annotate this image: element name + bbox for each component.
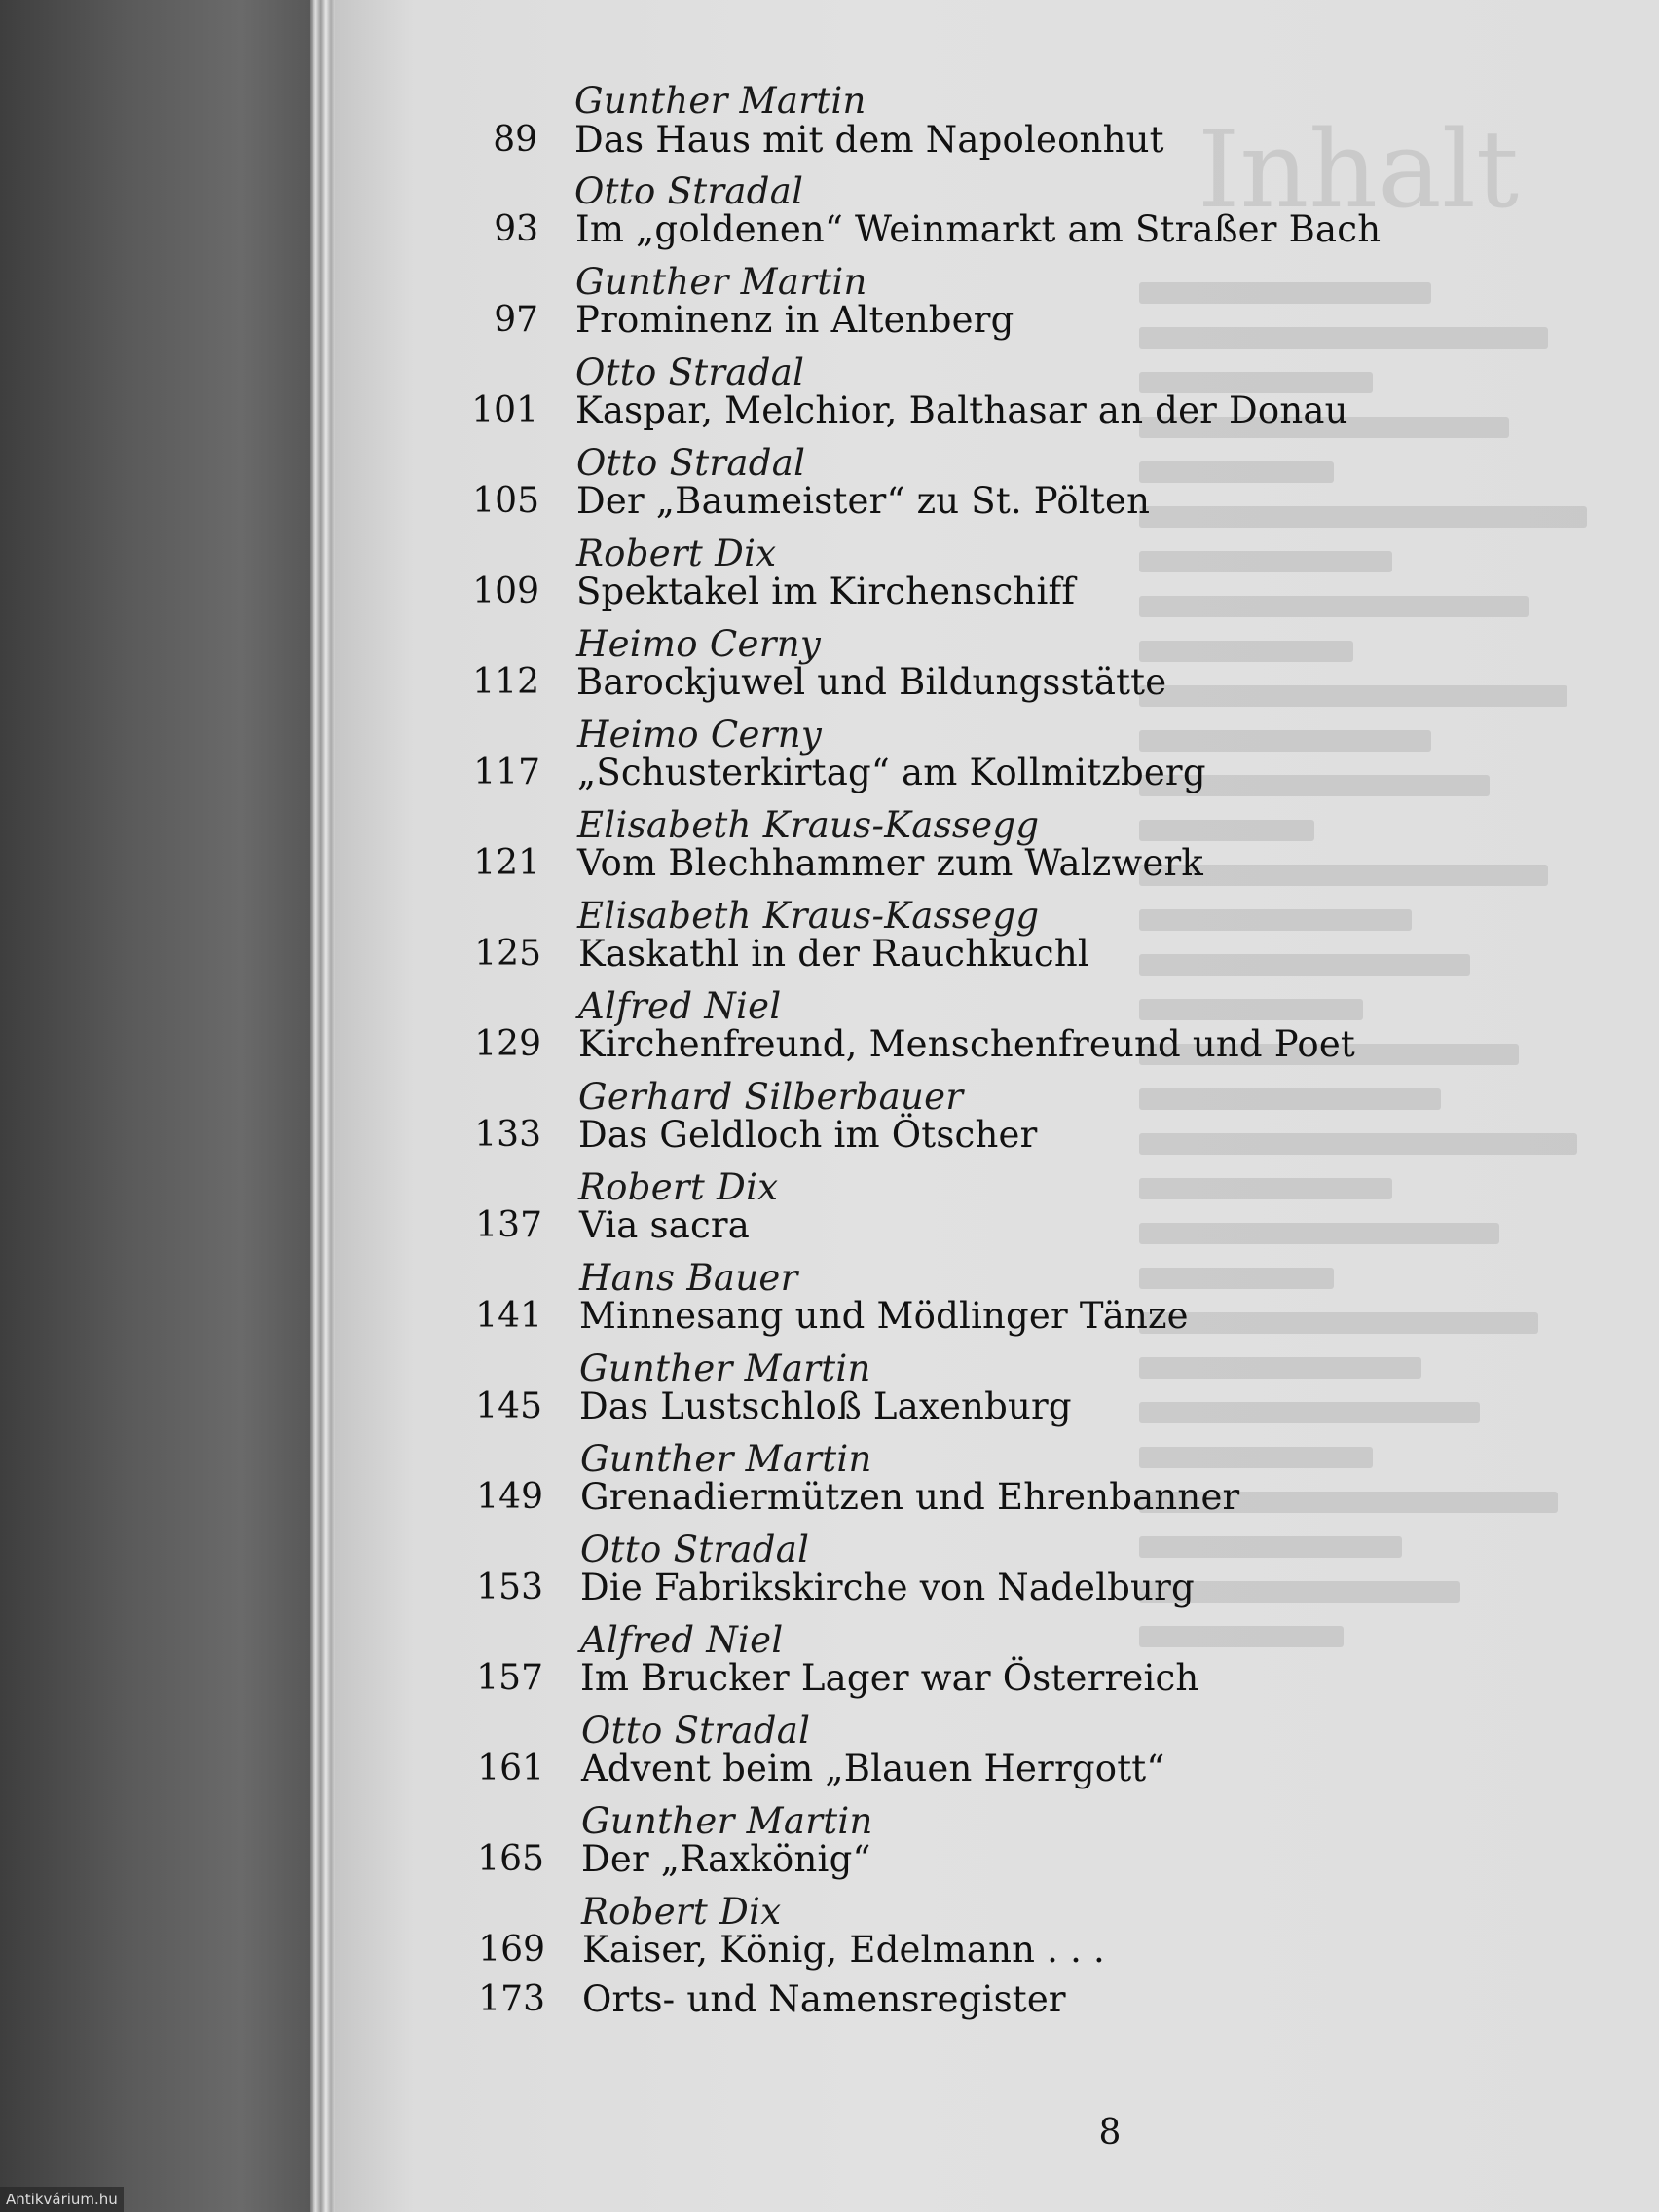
toc-title: Prominenz in Altenberg	[575, 299, 1014, 341]
toc-author: Heimo Cerny	[576, 623, 822, 665]
toc-author: Otto Stradal	[576, 442, 806, 484]
toc-page-number: 145	[475, 1386, 542, 1426]
toc-author: Otto Stradal	[580, 1529, 810, 1570]
toc-title: Der „Baumeister“ zu St. Pölten	[576, 480, 1151, 522]
toc-page-number: 89	[493, 120, 537, 160]
toc-author: Alfred Niel	[578, 985, 782, 1027]
toc-author: Gunther Martin	[579, 1347, 871, 1389]
toc-author: Gunther Martin	[580, 1438, 872, 1480]
toc-author: Hans Bauer	[579, 1257, 798, 1299]
toc-author: Otto Stradal	[575, 351, 805, 393]
toc-title: Im „goldenen“ Weinmarkt am Straßer Bach	[575, 208, 1382, 250]
book-spine-shadow	[0, 0, 321, 2212]
toc-page-number: 137	[475, 1205, 542, 1245]
toc-page-number: 105	[472, 481, 539, 521]
toc-title: Barockjuwel und Bildungsstätte	[576, 661, 1167, 703]
toc-title: Minnesang und Mödlinger Tänze	[579, 1295, 1189, 1337]
toc-title: Kaskathl in der Rauchkuchl	[578, 933, 1089, 975]
toc-title: Via sacra	[579, 1204, 751, 1246]
toc-title: Das Lustschloß Laxenburg	[579, 1385, 1072, 1427]
toc-page-number: 125	[474, 934, 541, 974]
toc-page-number: 173	[478, 1979, 545, 2019]
toc-author: Heimo Cerny	[577, 714, 823, 756]
toc-page-number: 153	[476, 1567, 543, 1607]
toc-title: Advent beim „Blauen Herrgott“	[581, 1748, 1165, 1789]
toc-title: Das Haus mit dem Napoleonhut	[574, 119, 1164, 161]
toc-page-number: 169	[478, 1930, 545, 1970]
toc-page-number: 161	[477, 1749, 544, 1788]
toc-title: Das Geldloch im Ötscher	[578, 1114, 1038, 1156]
toc-page-number: 109	[472, 571, 539, 611]
toc-page-number: 97	[494, 300, 538, 340]
toc-title: Kaiser, König, Edelmann . . .	[582, 1929, 1105, 1971]
toc-title: Vom Blechhammer zum Walzwerk	[577, 842, 1203, 884]
toc-author: Robert Dix	[576, 533, 777, 574]
toc-title: „Schusterkirtag“ am Kollmitzberg	[577, 752, 1206, 793]
page-edges	[310, 0, 335, 2212]
toc-author: Elisabeth Kraus-Kassegg	[577, 804, 1040, 846]
page-number: 8	[1098, 2113, 1122, 2153]
toc-title: Grenadiermützen und Ehrenbanner	[580, 1476, 1240, 1518]
toc-title: Im Brucker Lager war Österreich	[580, 1657, 1199, 1699]
toc-author: Gunther Martin	[575, 261, 867, 303]
toc-title: Der „Raxkönig“	[581, 1838, 871, 1880]
toc-author: Gunther Martin	[574, 80, 866, 122]
toc-title: Orts- und Namensregister	[582, 1978, 1066, 2020]
toc-author: Alfred Niel	[580, 1619, 784, 1661]
toc-title: Kirchenfreund, Menschenfreund und Poet	[578, 1023, 1355, 1065]
toc-author: Robert Dix	[581, 1891, 782, 1933]
toc-title: Die Fabrikskirche von Nadelburg	[580, 1567, 1195, 1608]
watermark: Antikvárium.hu	[0, 2187, 124, 2212]
toc-page-number: 149	[476, 1477, 543, 1517]
toc-author: Gunther Martin	[581, 1800, 873, 1842]
toc-page-number: 121	[473, 843, 540, 883]
toc-page-number: 157	[476, 1658, 543, 1698]
toc-author: Elisabeth Kraus-Kassegg	[577, 895, 1040, 937]
toc-page-number: 101	[471, 390, 538, 430]
toc-page-number: 165	[477, 1839, 544, 1879]
table-of-contents	[335, 0, 1601, 2212]
toc-title: Spektakel im Kirchenschiff	[576, 571, 1076, 612]
toc-page-number: 141	[475, 1296, 542, 1336]
toc-page-number: 112	[472, 662, 539, 702]
toc-page-number: 129	[474, 1024, 541, 1064]
toc-author: Gerhard Silberbauer	[578, 1076, 964, 1118]
toc-author: Otto Stradal	[581, 1710, 811, 1751]
toc-page-number: 93	[494, 209, 538, 249]
toc-page-number: 117	[473, 753, 540, 793]
toc-page-number: 133	[474, 1115, 541, 1155]
toc-author: Robert Dix	[578, 1166, 779, 1208]
toc-author: Otto Stradal	[574, 170, 804, 212]
toc-title: Kaspar, Melchior, Balthasar an der Donau	[575, 389, 1348, 431]
